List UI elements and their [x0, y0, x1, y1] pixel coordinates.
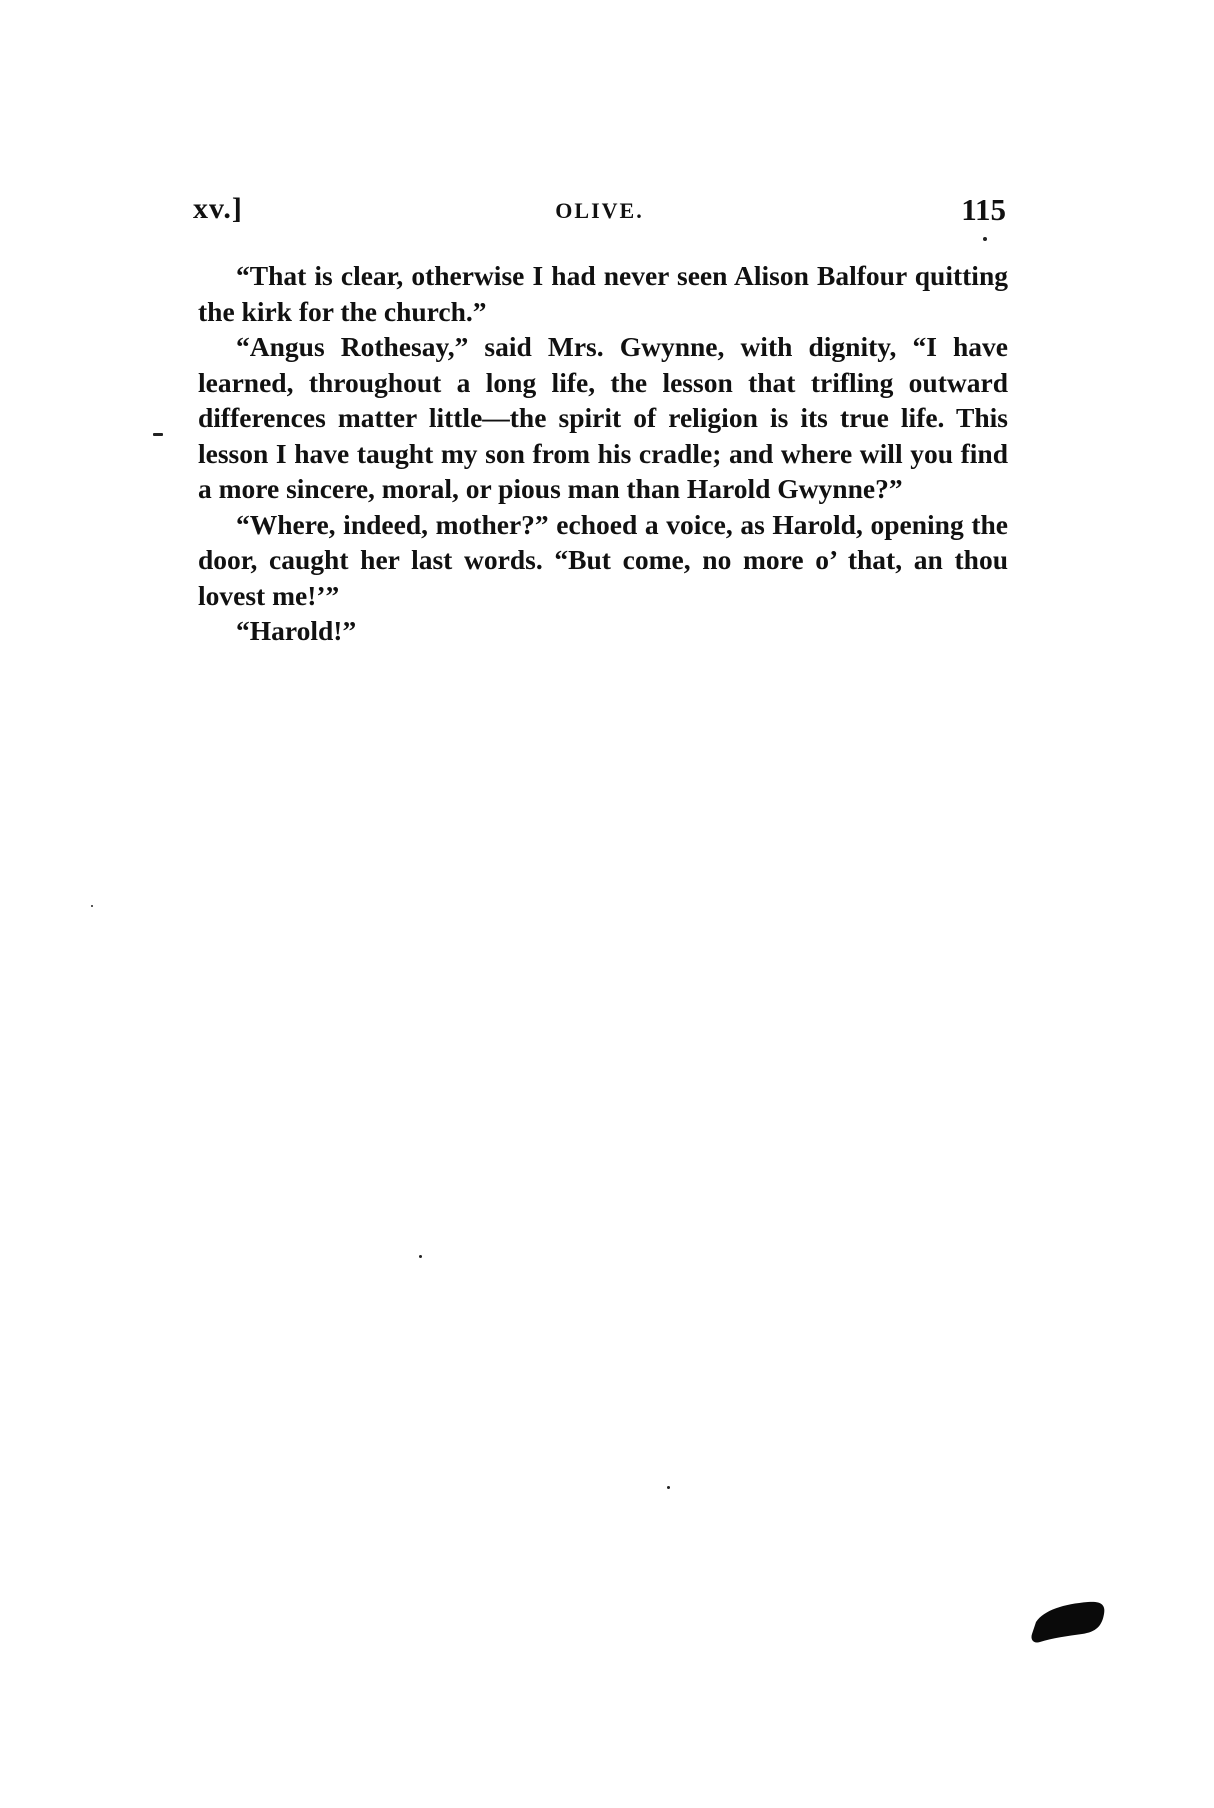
- chapter-marker: xv.]: [193, 192, 243, 225]
- body-text: [198, 258, 1008, 649]
- scan-speck: [91, 905, 93, 907]
- scan-speck: [667, 1486, 670, 1489]
- paragraph: “That is clear, otherwise I had never seen Alison Balfour quitting the kirk for the church.”: [198, 260, 1008, 327]
- ink-blot: [1030, 1600, 1106, 1644]
- running-head: [193, 192, 1006, 232]
- book-title: OLIVE.: [555, 198, 644, 223]
- paragraph: “Angus Rothesay,” said Mrs. Gwynne, with dignity, “I have learned, throughout a long life, the lesson that trifling outward differences matter little—the spirit of religion is its true life. This lesson I have taught my son from his cradle; and where will you find a more sincere, moral, or pious man than Harold Gwynne?”: [198, 331, 1008, 504]
- paragraph: “Where, indeed, mother?” echoed a voice, as Harold, opening the door, caught her last words. “But come, no more o’ that, an thou lovest me!’”: [198, 508, 1008, 611]
- scan-dash: [153, 433, 163, 436]
- page-number: 115: [961, 192, 1006, 227]
- paragraph: “Harold!”: [236, 615, 357, 646]
- scan-speck: [983, 237, 987, 241]
- scan-speck: [419, 1255, 422, 1258]
